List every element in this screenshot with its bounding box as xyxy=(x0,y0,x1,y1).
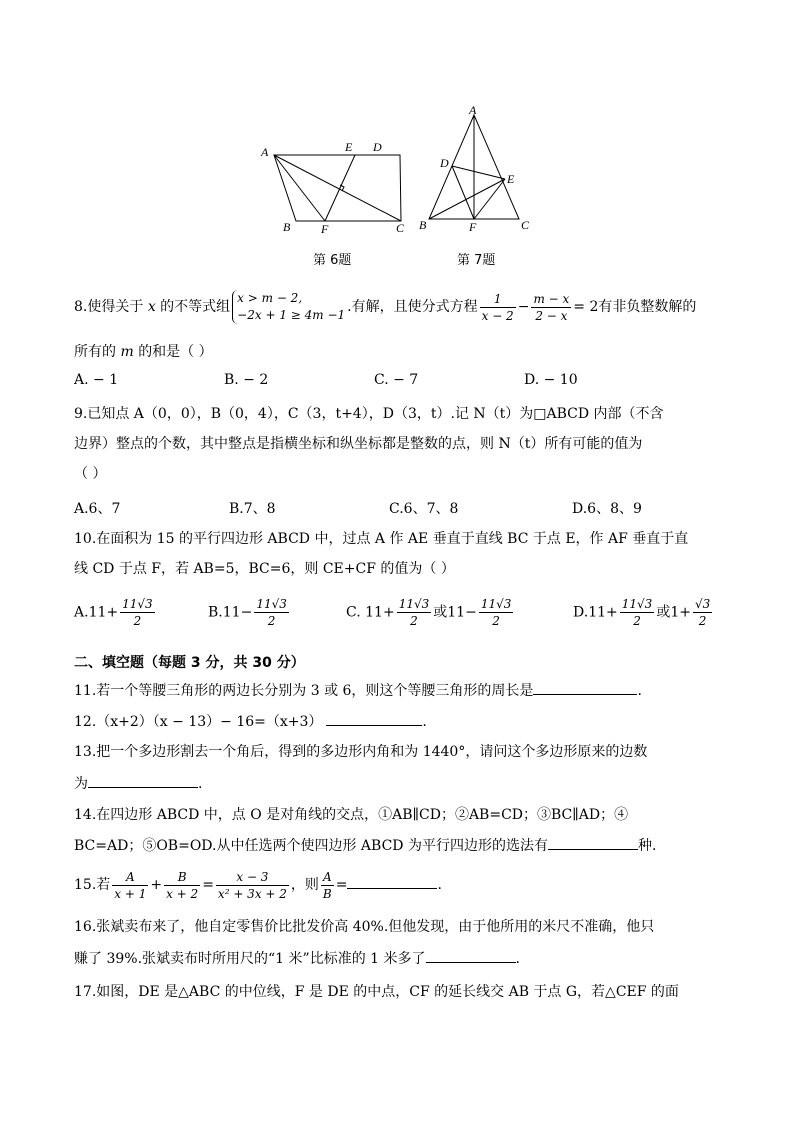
question-9-line1: 9.已知点 A（0，0），B（0，4），C（3，t+4），D（3，t）.记 N（t）为□ABCD 内部（不含 xyxy=(74,406,664,422)
q10-option-a: A.11+ $\frac{11√3}{2}$ xyxy=(74,597,153,628)
question-8-line1: 8.使得关于 x 的不等式组 x > m − 2, −2x + 1 ≥ 4m −1 .有解，且使分式方程 $\frac{1}{x - 2}$ − $\frac{m - x}{2 - x}$ = 2有非负整数解的 xyxy=(74,291,697,323)
question-17-line1: 17.如图，DE 是△ABC 的中位线，F 是 DE 的中点，CF 的延长线交 AB 于点 G，若△CEF 的面 xyxy=(74,984,679,1000)
q10-option-b: B.11− $\frac{11√3}{2}$ xyxy=(208,597,287,628)
q9-option-c: C.6、7、8 xyxy=(389,501,459,517)
inequality-system: x > m − 2, −2x + 1 ≥ 4m −1 xyxy=(232,290,345,324)
question-14-line1: 14.在四边形 ABCD 中，点 O 是对角线的交点，①AB∥CD；②AB=CD；③BC∥AD；④ xyxy=(74,807,629,823)
fig6-caption: 第 6题 xyxy=(313,253,352,268)
fig6-label-d: D xyxy=(373,140,382,154)
fig7-label-f: F xyxy=(469,220,477,234)
question-16-line2: 赚了 39%.张斌卖布时所用尺的“1 米”比标准的 1 米多了 . xyxy=(74,948,520,969)
question-13-line1: 13.把一个多边形割去一个角后，得到的多边形内角和为 1440°，请问这个多边形原来的边数 xyxy=(74,744,648,760)
q10-option-d: D.11+ $\frac{11√3}{2}$ 或1+ $\frac{√3}{2}$ xyxy=(573,597,711,628)
question-12: 12.（x+2）（x − 13）− 16=（x+3） . xyxy=(74,711,427,732)
fig6-label-c: C xyxy=(396,221,405,235)
q8-option-b: B. − 2 xyxy=(224,372,269,388)
question-9-line2: 边界）整点的个数，其中整点是指横坐标和纵坐标都是整数的点，则 N（t）所有可能的值为 xyxy=(74,436,643,452)
question-11: 11.若一个等腰三角形的两边长分别为 3 或 6，则这个等腰三角形的周长是 . xyxy=(74,680,642,701)
fig6-label-a: A xyxy=(261,145,269,159)
fig7-label-a: A xyxy=(469,103,477,117)
fig6-label-b: B xyxy=(283,220,291,234)
fig7-caption: 第 7题 xyxy=(457,253,496,268)
fig7-label-e: E xyxy=(507,172,515,186)
question-10-line2: 线 CD 于点 F，若 AB=5，BC=6，则 CE+CF 的值为（ ） xyxy=(74,561,455,577)
question-15: 15.若 $\frac{A}{x + 1}$ + $\frac{B}{x + 2}$ = $\frac{x - 3}{\text{x² + 3x + 2}}$ ，则 $\frac{A}{B}$ = . xyxy=(74,869,442,901)
question-16-line1: 16.张斌卖布来了，他自定零售价比批发价高 40%.但他发现，由于他所用的米尺不准确，他只 xyxy=(74,919,655,935)
question-9-line3: （ ） xyxy=(74,466,107,482)
q8-option-d: D. − 10 xyxy=(524,372,578,388)
question-10-line1: 10.在面积为 15 的平行四边形 ABCD 中，过点 A 作 AE 垂直于直线 BC 于点 E，作 AF 垂直于直 xyxy=(74,531,689,547)
q8-option-a: A. − 1 xyxy=(74,372,119,388)
figure-6 xyxy=(255,138,415,238)
q9-option-b: B.7、8 xyxy=(229,501,276,517)
figure-7 xyxy=(413,100,543,240)
section-heading-fill-in: 二、填空题（每题 3 分，共 30 分） xyxy=(74,655,305,671)
question-13-line2: 为 . xyxy=(74,773,202,794)
q8-option-c: C. − 7 xyxy=(374,372,419,388)
q10-option-c: C. 11+ $\frac{11√3}{2}$ 或11− $\frac{11√3}{2}$ xyxy=(346,597,512,628)
question-14-line2: BC=AD；⑤OB=OD.从中任选两个使四边形 ABCD 为平行四边形的选法有 种. xyxy=(74,835,656,856)
question-8-line2: 所有的 m 的和是（ ） xyxy=(74,344,213,360)
fig6-label-e: E xyxy=(345,140,353,154)
fig7-label-d: D xyxy=(440,156,449,170)
q9-option-d: D.6、8、9 xyxy=(572,501,642,517)
fig7-label-b: B xyxy=(419,218,427,232)
fig7-label-c: C xyxy=(521,218,530,232)
fig6-label-f: F xyxy=(321,222,329,236)
q9-option-a: A.6、7 xyxy=(74,501,121,517)
